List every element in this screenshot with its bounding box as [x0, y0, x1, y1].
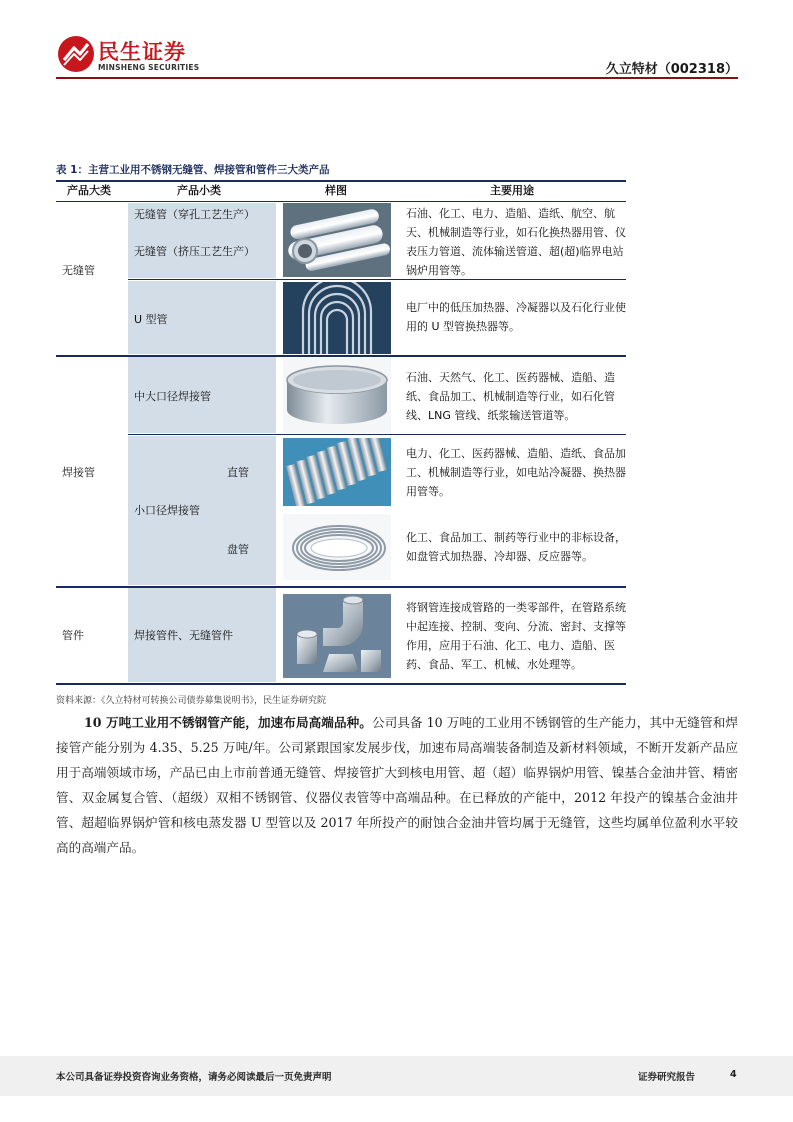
subcategory-fittings: 焊接管件、无缝管件 — [134, 629, 233, 642]
page-number: 4 — [730, 1069, 737, 1080]
header-sample-image: 样图 — [325, 184, 347, 197]
usage-seamless: 石油、化工、电力、造船、造纸、航空、航天、机械制造等行业，如石化换热器用管、仪表压力管道、流体输送管道、超(超)临界电站锅炉用管等。 — [406, 207, 626, 277]
table-bottom-rule — [56, 683, 626, 685]
company-name: 久立特材（002318） — [605, 62, 738, 77]
header-usage: 主要用途 — [490, 184, 534, 197]
subcategory-coil-pipe: 盘管 — [227, 543, 249, 556]
minsheng-logo-icon — [56, 34, 96, 74]
footer-disclaimer: 本公司具备证券投资咨询业务资格，请务必阅读最后一页免责声明 — [56, 1072, 332, 1083]
subcategory-u-tube: U 型管 — [134, 313, 168, 326]
row-divider — [128, 434, 626, 435]
usage-straight-pipe: 电力、化工、医药器械、造船、造纸、食品加工、机械制造等行业，如电站冷凝器、换热器用管等。 — [406, 447, 626, 498]
brand-logo — [56, 34, 206, 76]
usage-u-tube: 电厂中的低压加热器、冷凝器以及石化行业使用的 U 型管换热器等。 — [406, 301, 626, 333]
category-welded: 焊接管 — [62, 466, 95, 479]
usage-fittings: 将钢管连接成管路的一类零部件，在管路系统中起连接、控制、变向、分流、密封、支撑等作用，应用于石油、化工、电力、造船、医药、食品、军工、机械、水处理等。 — [406, 601, 626, 671]
subcategory-small-welded: 小口径焊接管 — [134, 504, 200, 517]
header-divider — [56, 77, 738, 79]
paragraph-text: 公司具备 10 万吨的工业用不锈钢管的生产能力，其中无缝管和焊接管产能分别为 4.35、5.25 万吨/年。公司紧跟国家发展步伐，加速布局高端装备制造及新材料领域，不断开发新产品应用于高端领域市场，产品已由上市前普通无缝管、焊接管扩大到核电用管、超（超）临界锅炉用管、镍基合金油井管、精密管、双金属复合管、（超级）双相不锈钢管、仪器仪表管等中高端品种。在已释放的产能中，2012 年投产的镍基合金油井管、超超临界锅炉管和核电蒸发器 U 型管以及 2017 年所投产的耐蚀合金油井管均属于无缝管，这些均属单位盈利水平较高的高端产品。 — [56, 715, 738, 855]
category-fittings: 管件 — [62, 629, 84, 642]
seamless-pipe-image — [283, 203, 391, 277]
header-subcategory: 产品小类 — [177, 184, 221, 197]
subcategory-seamless-extrusion: 无缝管（挤压工艺生产） — [134, 245, 255, 258]
table-source: 资料来源：《久立特材可转换公司债券募集说明书》，民生证券研究院 — [56, 696, 327, 706]
logo-chinese-name: 民生证券 — [98, 40, 186, 64]
table-header-rule — [56, 201, 626, 202]
u-tube-image — [283, 282, 391, 354]
usage-large-welded: 石油、天然气、化工、医药器械、造船、造纸、食品加工、机械制造等行业，如石化管线、LNG 管线、纸浆输送管道等。 — [406, 371, 615, 422]
footer-report-type: 证券研究报告 — [638, 1072, 696, 1083]
category-seamless: 无缝管 — [62, 264, 95, 277]
page-header — [0, 0, 793, 80]
usage-coil-pipe: 化工、食品加工、制药等行业中的非标设备，如盘管式加热器、冷却器、反应器等。 — [406, 531, 626, 563]
paragraph-lead: 10 万吨工业用不锈钢管产能，加速布局高端品种。 — [84, 715, 372, 730]
large-welded-pipe-image — [283, 358, 391, 433]
coil-pipe-image — [283, 514, 391, 580]
subcategory-seamless-piercing: 无缝管（穿孔工艺生产） — [134, 208, 255, 221]
subcategory-large-welded: 中大口径焊接管 — [134, 390, 211, 403]
body-paragraph — [56, 710, 738, 860]
subcategory-straight-pipe: 直管 — [227, 466, 249, 479]
table-title: 表 1：主营工业用不锈钢无缝管、焊接管和管件三大类产品 — [56, 164, 330, 176]
straight-pipe-image — [283, 438, 391, 506]
pipe-fittings-image — [283, 594, 391, 678]
logo-english-name: MINSHENG SECURITIES — [98, 63, 200, 72]
header-category: 产品大类 — [67, 184, 111, 197]
